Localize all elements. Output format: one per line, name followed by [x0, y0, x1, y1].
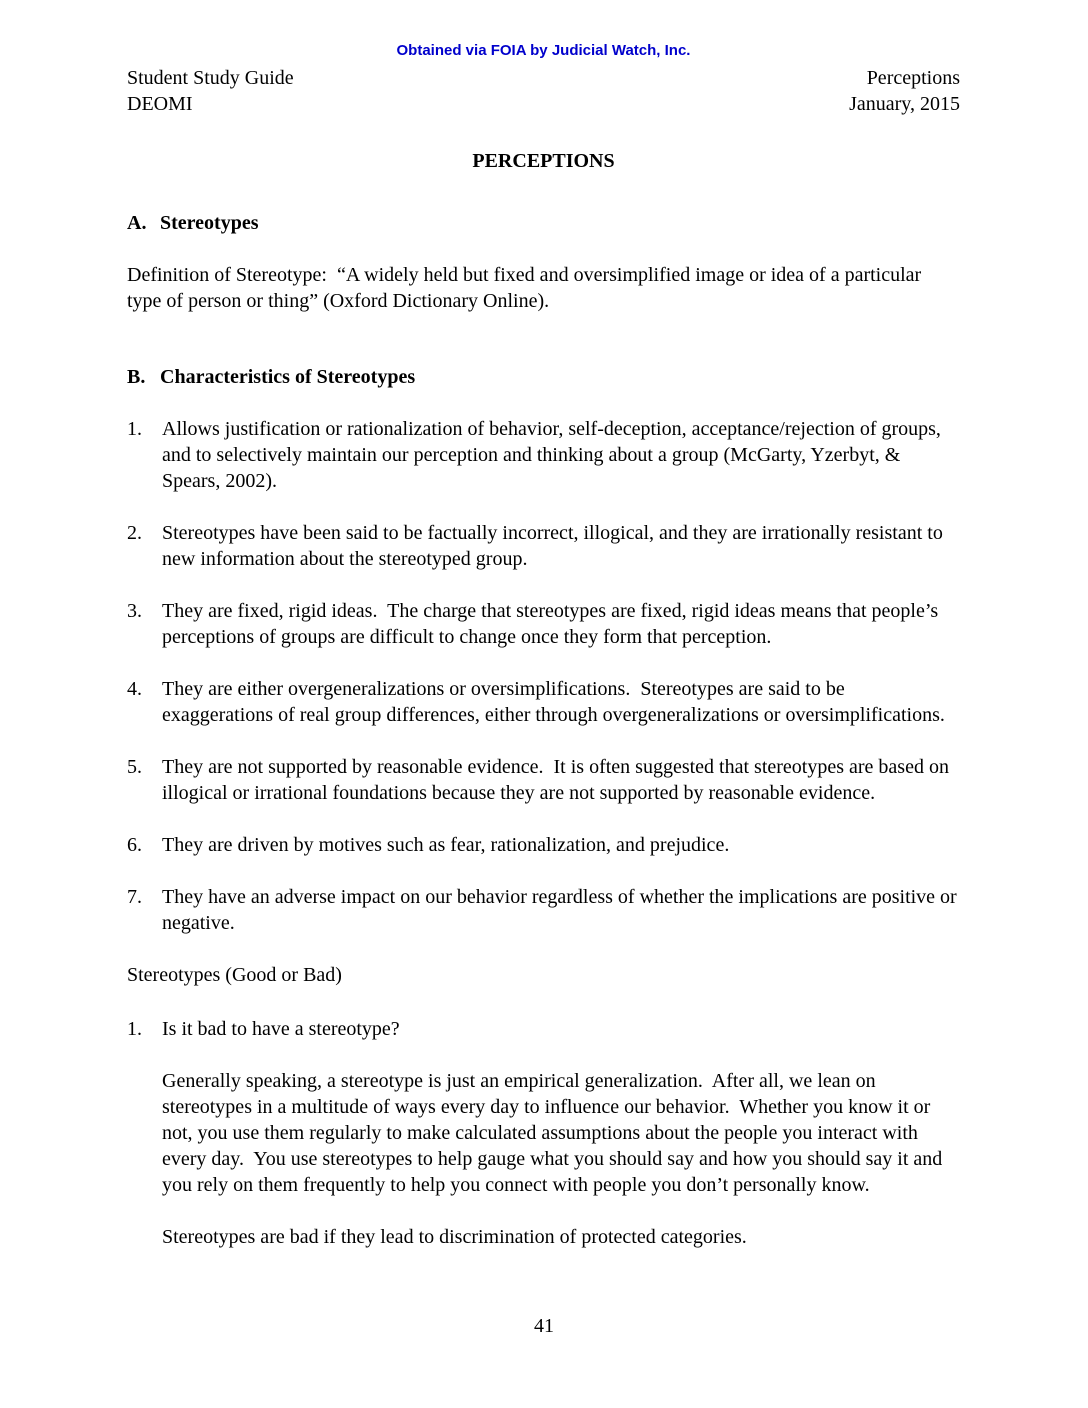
- list-item-number: 3.: [127, 600, 142, 622]
- list-item-text: They are either overgeneralizations or oversimplifications. Stereotypes are said to be exaggerations of real group differences, either through overgeneralizations or oversimplifications.: [162, 678, 945, 726]
- list-item-number: 4.: [127, 678, 142, 700]
- section-a-heading-text: Stereotypes: [160, 212, 259, 234]
- header-right: [849, 65, 960, 117]
- page-title: PERCEPTIONS: [472, 150, 615, 172]
- header-doc-title: Student Study Guide: [127, 67, 294, 89]
- section-b: [127, 364, 960, 936]
- stereotype-definition: Definition of Stereotype: “A widely held but fixed and oversimplified image or idea of a particular type of person or thing” (Oxford Dictionary Online).: [127, 264, 927, 312]
- list-item-number: 7.: [127, 886, 142, 908]
- list-item: [127, 754, 960, 806]
- list-item-text: They are fixed, rigid ideas. The charge that stereotypes are fixed, rigid ideas means that people’s perceptions of groups are difficult to change once they form that perception.: [162, 600, 944, 648]
- list-item-number: 5.: [127, 756, 142, 778]
- header-org: DEOMI: [127, 93, 193, 115]
- list-item: [127, 832, 960, 858]
- list-item: [127, 598, 960, 650]
- list-item-number: 1.: [127, 418, 142, 440]
- list-item: [127, 676, 960, 728]
- list-item-number: 2.: [127, 522, 142, 544]
- section-b-heading: [127, 364, 960, 390]
- section-b-heading-text: Characteristics of Stereotypes: [160, 366, 416, 388]
- list-item: [127, 520, 960, 572]
- answer-paragraph: Generally speaking, a stereotype is just an empirical generalization. After all, we lean on stereotypes in a multitude of ways every day to influence our behavior. Whether you know it or not, you use them regularly to make calculated assumptions about the people you interact with every day. You use stereotypes to help gauge what you should say and how you should say it and you rely on them frequently to help you connect with people you don’t personally know.: [162, 1070, 948, 1196]
- header-left: [127, 65, 294, 117]
- list-item: [127, 884, 960, 936]
- list-item-text: They have an adverse impact on our behavior regardless of whether the implications are positive or negative.: [162, 886, 962, 934]
- section-a: [127, 210, 960, 314]
- list-item: [127, 416, 960, 494]
- header-subject: Perceptions: [866, 67, 960, 89]
- question-text: Is it bad to have a stereotype?: [162, 1018, 400, 1040]
- header-date: January, 2015: [849, 93, 960, 115]
- good-or-bad-heading: Stereotypes (Good or Bad): [127, 964, 342, 986]
- section-a-label: A.: [127, 212, 147, 234]
- section-a-heading: [127, 210, 960, 236]
- section-b-label: B.: [127, 366, 146, 388]
- list-item-text: They are driven by motives such as fear, rationalization, and prejudice.: [162, 834, 730, 856]
- question-item: [127, 1016, 960, 1042]
- good-or-bad-section: [127, 962, 960, 1250]
- list-item-number: 6.: [127, 834, 142, 856]
- page-number: 41: [534, 1315, 554, 1337]
- question-number: 1.: [127, 1018, 142, 1040]
- foia-watermark: Obtained via FOIA by Judicial Watch, Inc.: [396, 42, 691, 59]
- list-item-text: They are not supported by reasonable evidence. It is often suggested that stereotypes are based on illogical or irrational foundations because they are not supported by reasonable evidence.: [162, 756, 954, 804]
- list-item-text: Stereotypes have been said to be factually incorrect, illogical, and they are irrationally resistant to new information about the stereotyped group.: [162, 522, 948, 570]
- page-header: [127, 65, 960, 117]
- list-item-text: Allows justification or rationalization of behavior, self-deception, acceptance/rejection of groups, and to selectively maintain our perception and thinking about a group (McGarty, Yzerbyt, & Spears, 2002).: [162, 418, 946, 492]
- answer-paragraph: Stereotypes are bad if they lead to discrimination of protected categories.: [162, 1226, 747, 1248]
